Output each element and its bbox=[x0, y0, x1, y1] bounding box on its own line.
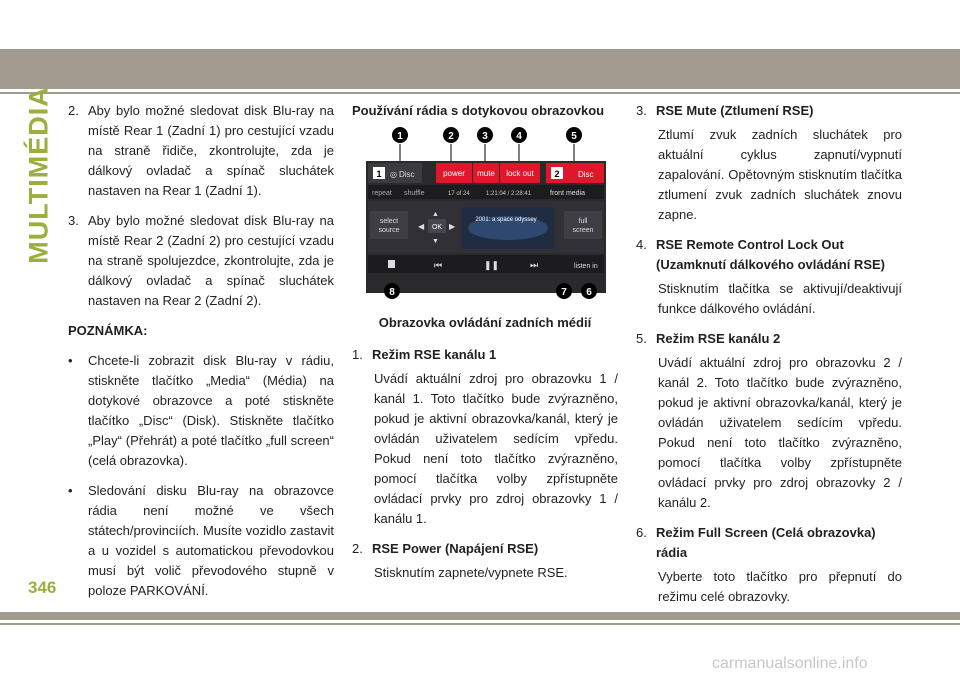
mute-label: mute bbox=[477, 169, 495, 178]
feature-title bbox=[636, 235, 902, 275]
previous-icon[interactable]: ⏮ bbox=[434, 260, 443, 270]
svg-text:8: 8 bbox=[389, 287, 395, 298]
step-number: 3. bbox=[68, 213, 79, 228]
feature-title-text: Režim Full Screen (Celá obrazovka) rádia bbox=[656, 525, 876, 560]
full-screen-button[interactable] bbox=[564, 211, 602, 239]
front-media-button[interactable]: front media bbox=[550, 190, 586, 197]
callout-6 bbox=[581, 283, 597, 299]
column-1 bbox=[68, 101, 334, 611]
bullet-text: Sledování disku Blu-ray na obrazovce rádia není možné ve všech státech/provinciích. Musíte vozidlo zastavit a u vozidel s automatickou převodovkou musí být volič převodového stupně v poloze PARKOVÁNÍ. bbox=[88, 483, 334, 598]
footer-rule bbox=[0, 623, 960, 625]
arrow-up-icon[interactable]: ▲ bbox=[432, 211, 439, 218]
column-2 bbox=[352, 101, 618, 593]
channel-1-number: 1 bbox=[376, 169, 382, 179]
step-text: Aby bylo možné sledovat disk Blu-ray na místě Rear 2 (Zadní 2) pro cestující vzadu na straně spolujezdce, zkontrolujte, zda je dálkový ovladač a spínač sluchátek nastaven na Rear 2 (Zadní 2). bbox=[88, 213, 334, 308]
step-item bbox=[68, 211, 334, 311]
svg-text:1: 1 bbox=[397, 131, 403, 142]
rear-media-screen-figure bbox=[352, 125, 618, 301]
arrow-down-icon[interactable]: ▼ bbox=[432, 238, 439, 245]
svg-text:5: 5 bbox=[571, 131, 577, 142]
callout-1 bbox=[392, 127, 408, 143]
stop-icon[interactable] bbox=[388, 260, 395, 268]
svg-text:7: 7 bbox=[561, 287, 567, 298]
feature-body: Uvádí aktuální zdroj pro obrazovku 2 / kanál 2. Toto tlačítko bude zvýrazněno, pokud je aktivní obrazovka/kanál, který je ovládán uživatelem sedícím vpředu. Pokud není toto tlačítko zvýrazněno, pomocí tlačítka volby zpřístupněte ovládací prvky pro zdroj obrazovky 2 / kanálu 2. bbox=[658, 355, 902, 510]
channel-2-number: 2 bbox=[554, 169, 560, 179]
step-item bbox=[68, 101, 334, 201]
callout-5 bbox=[566, 127, 582, 143]
svg-text:2: 2 bbox=[448, 131, 454, 142]
feature-number: 2. bbox=[352, 541, 363, 556]
note-bullet bbox=[68, 481, 334, 601]
svg-text:6: 6 bbox=[586, 287, 592, 298]
feature-title-text: RSE Remote Control Lock Out (Uzamknutí dálkového ovládání RSE) bbox=[656, 237, 885, 272]
column-3 bbox=[636, 101, 902, 617]
feature-number: 4. bbox=[636, 237, 647, 252]
listen-in-button[interactable]: listen in bbox=[574, 263, 598, 270]
feature-number: 1. bbox=[352, 347, 363, 362]
bullet-text: Chcete-li zobrazit disk Blu-ray v rádiu, stiskněte tlačítko „Media“ (Média) na dotykové obrazovce a poté stiskněte tlačítko „Disc“ (Disk). Stiskněte tlačítko „Play“ (Přehrát) a poté tlačítko „full screen“ (celá obrazovka). bbox=[88, 353, 334, 468]
step-number: 2. bbox=[68, 103, 79, 118]
feature-body: Vyberte toto tlačítko pro přepnutí do režimu celé obrazovky. bbox=[658, 569, 902, 604]
svg-text:3: 3 bbox=[482, 131, 488, 142]
feature-body: Uvádí aktuální zdroj pro obrazovku 1 / kanál 1. Toto tlačítko bude zvýrazněno, pokud je aktivní obrazovka/kanál, který je ovládán uživatelem sedícím vpředu. Pokud není toto tlačítko zvýrazněno, pomocí tlačítka volby zpřístupněte ovládací prvky pro zdroj obrazovky 1 / kanálu 1. bbox=[374, 371, 618, 526]
pause-icon[interactable]: ❚❚ bbox=[484, 260, 500, 270]
lock-out-label: lock out bbox=[506, 169, 534, 178]
feature-title bbox=[636, 523, 902, 563]
feature-title bbox=[636, 329, 902, 349]
channel-2-source: Disc bbox=[578, 170, 594, 179]
header-band bbox=[0, 49, 960, 89]
repeat-button[interactable]: repeat bbox=[372, 190, 392, 197]
next-icon[interactable]: ⏭ bbox=[530, 260, 539, 270]
figure-caption: Obrazovka ovládání zadních médií bbox=[378, 315, 592, 330]
bullet-icon: • bbox=[68, 483, 73, 498]
feature-title-text: RSE Mute (Ztlumení RSE) bbox=[656, 103, 814, 118]
elapsed-time: 1:21:04 / 2:28:41 bbox=[486, 191, 532, 197]
bullet-icon: • bbox=[68, 353, 73, 368]
note-bullet bbox=[68, 351, 334, 471]
step-text: Aby bylo možné sledovat disk Blu-ray na místě Rear 1 (Zadní 1) pro cestující vzadu na straně řidiče, zkontrolujte, zda je dálkový ovladač a spínač sluchátek nastaven na Rear 1 (Zadní 1). bbox=[88, 103, 334, 198]
note-title: POZNÁMKA: bbox=[68, 323, 148, 338]
feature-title bbox=[352, 345, 618, 365]
header-rule bbox=[0, 92, 960, 94]
feature-number: 3. bbox=[636, 103, 647, 118]
svg-text:4: 4 bbox=[516, 131, 522, 142]
feature-number: 6. bbox=[636, 525, 647, 540]
feature-title bbox=[352, 539, 618, 559]
media-title: 2001: a space odyssey bbox=[475, 217, 537, 223]
section-tab bbox=[23, 86, 54, 264]
feature-body: Stisknutím tlačítka se aktivují/deaktivují funkce dálkového ovládání. bbox=[658, 281, 902, 316]
watermark: carmanualsonline.info bbox=[712, 655, 868, 672]
power-label: power bbox=[443, 169, 465, 178]
callout-3 bbox=[477, 127, 493, 143]
full-screen-label-2: screen bbox=[572, 227, 594, 234]
feature-body: Ztlumí zvuk zadních sluchátek pro aktuální cyklus zapnutí/vypnutí zapalování. Opětovným stisknutím tlačítka ztlumení zvuk zadních sluchátek znovu zapne. bbox=[658, 127, 902, 222]
section-tab-label: MULTIMÉDIA bbox=[23, 86, 54, 264]
select-source-button[interactable] bbox=[370, 211, 408, 239]
callout-2 bbox=[443, 127, 459, 143]
callout-7 bbox=[556, 283, 572, 299]
select-source-label-1: select bbox=[379, 218, 399, 225]
feature-title-text: RSE Power (Napájení RSE) bbox=[372, 541, 539, 556]
arrow-right-icon[interactable]: ▶ bbox=[449, 222, 456, 231]
footer-band bbox=[0, 612, 960, 620]
track-counter: 17 of 24 bbox=[448, 191, 470, 197]
disc-icon: ◎ bbox=[390, 170, 397, 179]
shuffle-button[interactable]: shuffle bbox=[404, 190, 425, 197]
feature-title-text: Režim RSE kanálu 1 bbox=[372, 347, 497, 362]
feature-body: Stisknutím zapnete/vypnete RSE. bbox=[374, 565, 568, 580]
full-screen-label-1: full bbox=[578, 218, 588, 225]
section-heading: Používání rádia s dotykovou obrazovkou bbox=[352, 103, 605, 118]
callout-4 bbox=[511, 127, 527, 143]
feature-title bbox=[636, 101, 902, 121]
page-number: 346 bbox=[28, 578, 57, 597]
arrow-left-icon[interactable]: ◀ bbox=[418, 222, 425, 231]
feature-number: 5. bbox=[636, 331, 647, 346]
callout-8 bbox=[384, 283, 400, 299]
feature-title-text: Režim RSE kanálu 2 bbox=[656, 331, 781, 346]
ok-label: OK bbox=[431, 224, 443, 231]
select-source-label-2: source bbox=[378, 227, 400, 234]
channel-1-source: Disc bbox=[399, 170, 415, 179]
